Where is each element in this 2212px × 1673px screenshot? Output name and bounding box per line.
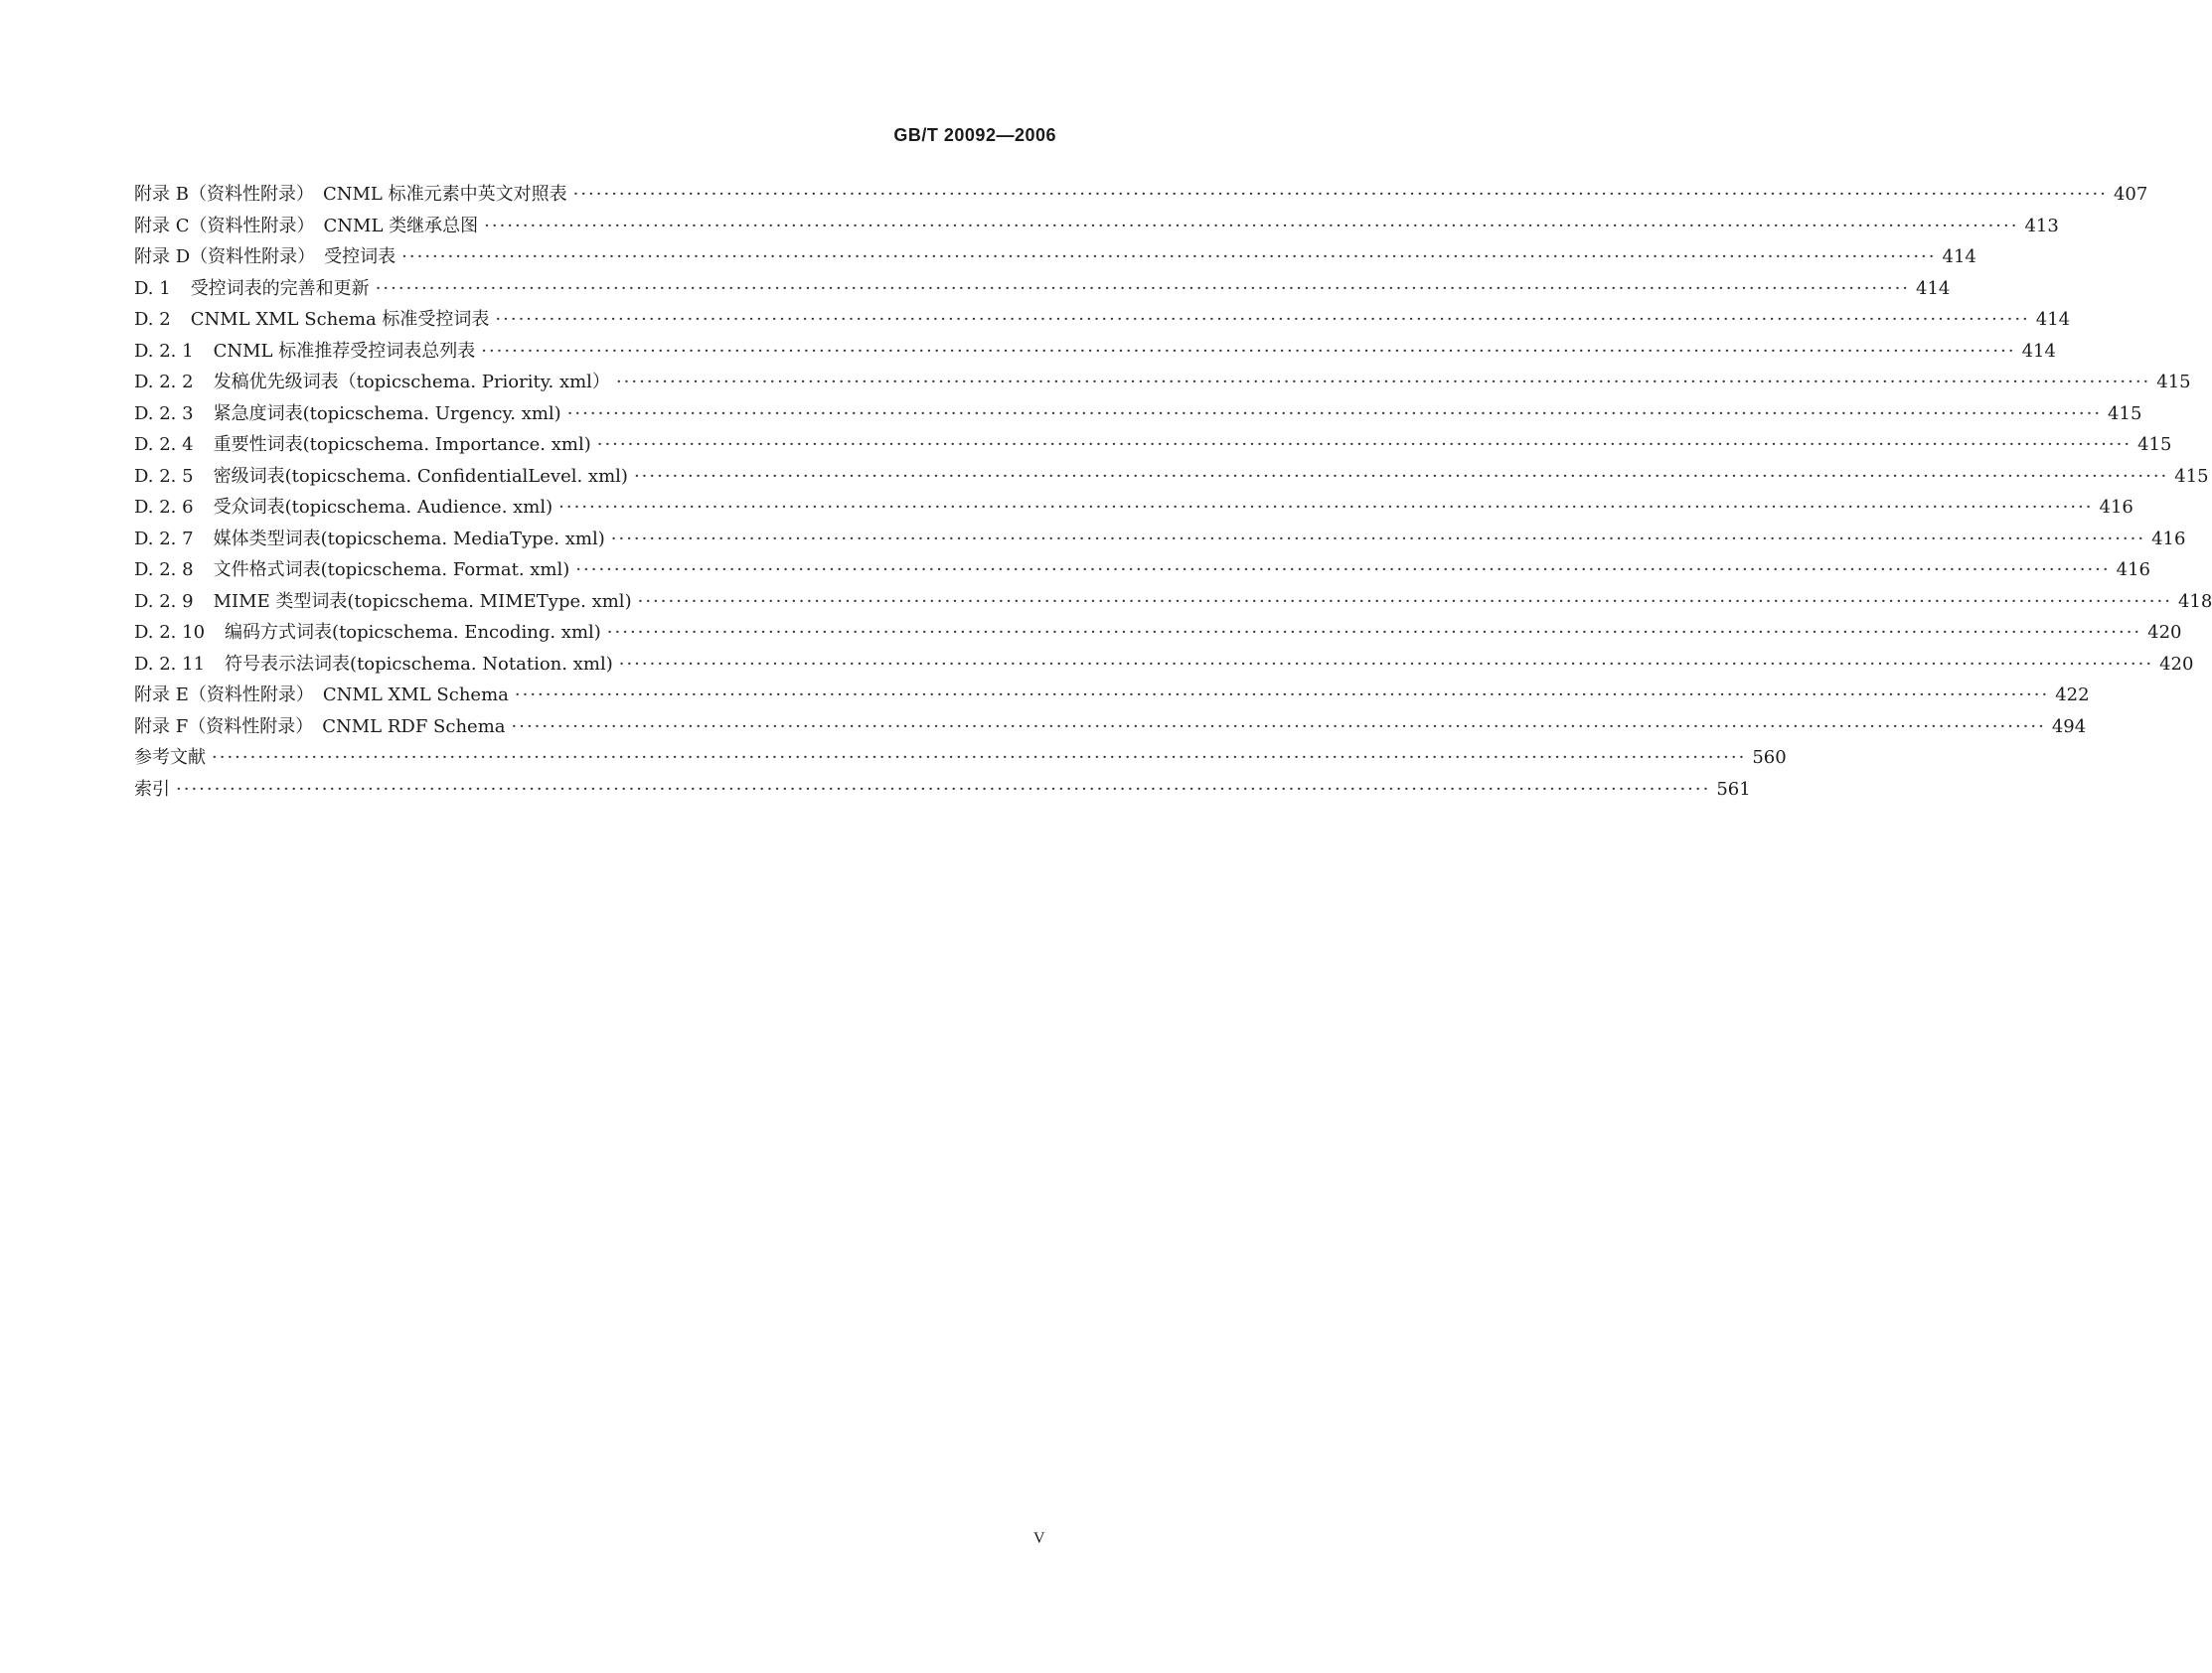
toc-entry-page: 420 <box>2159 653 2194 675</box>
toc-leader-dots: ········································································································································································································ <box>481 340 2016 362</box>
toc-entry[interactable] <box>134 179 2148 211</box>
toc-entry[interactable] <box>134 429 2172 461</box>
toc-leader-dots: ········································································································································································································ <box>212 747 1747 768</box>
toc-entry-number: D. 2. 3 <box>134 402 194 424</box>
toc-leader-dots: ········································································································································································································ <box>637 590 2172 612</box>
toc-entry-page: 561 <box>1716 778 1751 800</box>
toc-entry-page: 418 <box>2177 590 2212 612</box>
toc-entry-number: D. 2. 7 <box>134 528 194 549</box>
toc-entry-page: 415 <box>2137 434 2172 455</box>
toc-entry[interactable] <box>134 492 2133 524</box>
toc-entry-number: D. 1 <box>134 277 171 299</box>
toc-entry-number: D. 2. 6 <box>134 497 194 518</box>
toc-entry-number: D. 2. 8 <box>134 559 194 580</box>
toc-entry-title: 编码方式词表(topicschema. Encoding. xml) <box>225 622 601 643</box>
toc-leader-dots: ········································································································································································································ <box>618 653 2154 675</box>
toc-entry-title: （资料性附录） CNML 标准元素中英文对照表 <box>188 184 567 205</box>
toc-entry-page: 420 <box>2147 622 2182 643</box>
toc-entry[interactable] <box>134 241 1976 273</box>
toc-leader-dots: ········································································································································································································ <box>596 434 2133 455</box>
standard-id: GB/T 20092—2006 <box>893 125 1056 145</box>
toc-entry-number: 附录 C <box>134 215 190 236</box>
toc-entry[interactable] <box>134 273 1951 305</box>
toc-entry-page: 494 <box>2051 715 2087 737</box>
toc-entry-title: 受控词表的完善和更新 <box>190 277 370 299</box>
toc-entry-title: 符号表示法词表(topicschema. Notation. xml) <box>225 653 613 675</box>
toc-entry-page: 416 <box>2151 528 2186 549</box>
toc-entry-number: 附录 B <box>134 184 189 205</box>
toc-entry[interactable] <box>134 711 2087 743</box>
toc-entry[interactable] <box>134 524 2186 555</box>
toc-entry-title: 重要性词表(topicschema. Importance. xml) <box>213 434 591 455</box>
page-number: V <box>1033 1530 1045 1547</box>
toc-entry-page: 422 <box>2055 684 2090 705</box>
toc-entry[interactable] <box>134 586 2212 618</box>
toc-entry-page: 560 <box>1752 747 1787 768</box>
toc-entry-number: 附录 F <box>134 715 189 737</box>
toc-entry-title: 媒体类型词表(topicschema. MediaType. xml) <box>213 528 605 549</box>
toc-entry[interactable] <box>134 367 2191 398</box>
toc-entry[interactable] <box>134 461 2209 493</box>
toc-entry[interactable] <box>134 554 2150 586</box>
toc-leader-dots: ········································································································································································································ <box>575 559 2111 580</box>
toc-entry-page: 413 <box>2024 215 2059 236</box>
toc-entry[interactable] <box>134 617 2182 649</box>
toc-entry-title: CNML 标准推荐受控词表总列表 <box>213 340 476 362</box>
toc-entry-page: 415 <box>2108 402 2142 424</box>
toc-leader-dots: ········································································································································································································ <box>610 528 2146 549</box>
toc-entry-number: D. 2. 5 <box>134 465 194 487</box>
toc-entry-title: 参考文献 <box>134 747 206 768</box>
table-of-contents <box>134 179 2212 805</box>
toc-entry[interactable] <box>134 304 2071 336</box>
toc-leader-dots: ········································································································································································································ <box>401 246 1937 267</box>
toc-entry[interactable] <box>134 649 2194 681</box>
toc-entry[interactable] <box>134 774 1751 806</box>
toc-leader-dots: ········································································································································································································ <box>495 309 2030 330</box>
toc-entry-page: 414 <box>1916 277 1951 299</box>
toc-entry-page: 416 <box>2099 497 2133 518</box>
toc-entry-page: 414 <box>2021 340 2056 362</box>
toc-leader-dots: ········································································································································································································ <box>514 684 2050 705</box>
toc-entry-number: D. 2. 4 <box>134 434 194 455</box>
toc-entry-number: D. 2. 11 <box>134 653 206 675</box>
toc-entry-number: D. 2 <box>134 309 171 330</box>
toc-entry-title: 紧急度词表(topicschema. Urgency. xml) <box>213 402 561 424</box>
toc-entry-page: 407 <box>2113 184 2148 205</box>
toc-entry-title: （资料性附录） CNML 类继承总图 <box>189 215 479 236</box>
toc-entry-number: D. 2. 2 <box>134 372 194 392</box>
toc-entry-title: （资料性附录） CNML RDF Schema <box>188 715 506 737</box>
toc-entry-number: 附录 E <box>134 684 189 705</box>
toc-entry-page: 414 <box>1942 246 1976 267</box>
toc-entry[interactable] <box>134 211 2059 242</box>
toc-entry-page: 414 <box>2035 309 2071 330</box>
toc-leader-dots: ········································································································································································································ <box>375 277 1911 299</box>
toc-entry-title: CNML XML Schema 标准受控词表 <box>190 309 490 330</box>
toc-leader-dots: ········································································································································································································ <box>615 372 2151 392</box>
toc-entry-title: 受众词表(topicschema. Audience. xml) <box>213 497 553 518</box>
toc-entry-number: D. 2. 9 <box>134 590 194 612</box>
toc-entry[interactable] <box>134 742 1787 774</box>
toc-entry-title: 索引 <box>134 778 170 800</box>
toc-entry-title: 文件格式词表(topicschema. Format. xml) <box>213 559 570 580</box>
toc-leader-dots: ········································································································································································································ <box>572 184 2108 205</box>
toc-leader-dots: ········································································································································································································ <box>633 465 2169 487</box>
toc-leader-dots: ········································································································································································································ <box>606 622 2142 643</box>
toc-leader-dots: ········································································································································································································ <box>558 497 2094 518</box>
toc-entry[interactable] <box>134 336 2056 368</box>
toc-entry-number: D. 2. 10 <box>134 622 206 643</box>
toc-entry-title: （资料性附录） 受控词表 <box>190 246 396 267</box>
toc-entry-page: 415 <box>2156 372 2191 392</box>
toc-entry-title: MIME 类型词表(topicschema. MIMEType. xml) <box>213 590 632 612</box>
toc-entry-title: 密级词表(topicschema. ConfidentialLevel. xml) <box>213 465 628 487</box>
toc-leader-dots: ········································································································································································································ <box>484 215 2019 236</box>
toc-leader-dots: ········································································································································································································ <box>176 778 1711 800</box>
toc-entry-page: 415 <box>2174 465 2209 487</box>
toc-entry-page: 416 <box>2116 559 2150 580</box>
toc-entry[interactable] <box>134 680 2090 711</box>
toc-entry-title: （资料性附录） CNML XML Schema <box>188 684 509 705</box>
toc-entry-number: 附录 D <box>134 246 191 267</box>
toc-entry-number: D. 2. 1 <box>134 340 194 362</box>
toc-leader-dots: ········································································································································································································ <box>511 715 2046 737</box>
toc-leader-dots: ········································································································································································································ <box>566 402 2103 424</box>
toc-entry-title: 发稿优先级词表（topicschema. Priority. xml） <box>213 372 610 392</box>
toc-entry[interactable] <box>134 398 2142 430</box>
